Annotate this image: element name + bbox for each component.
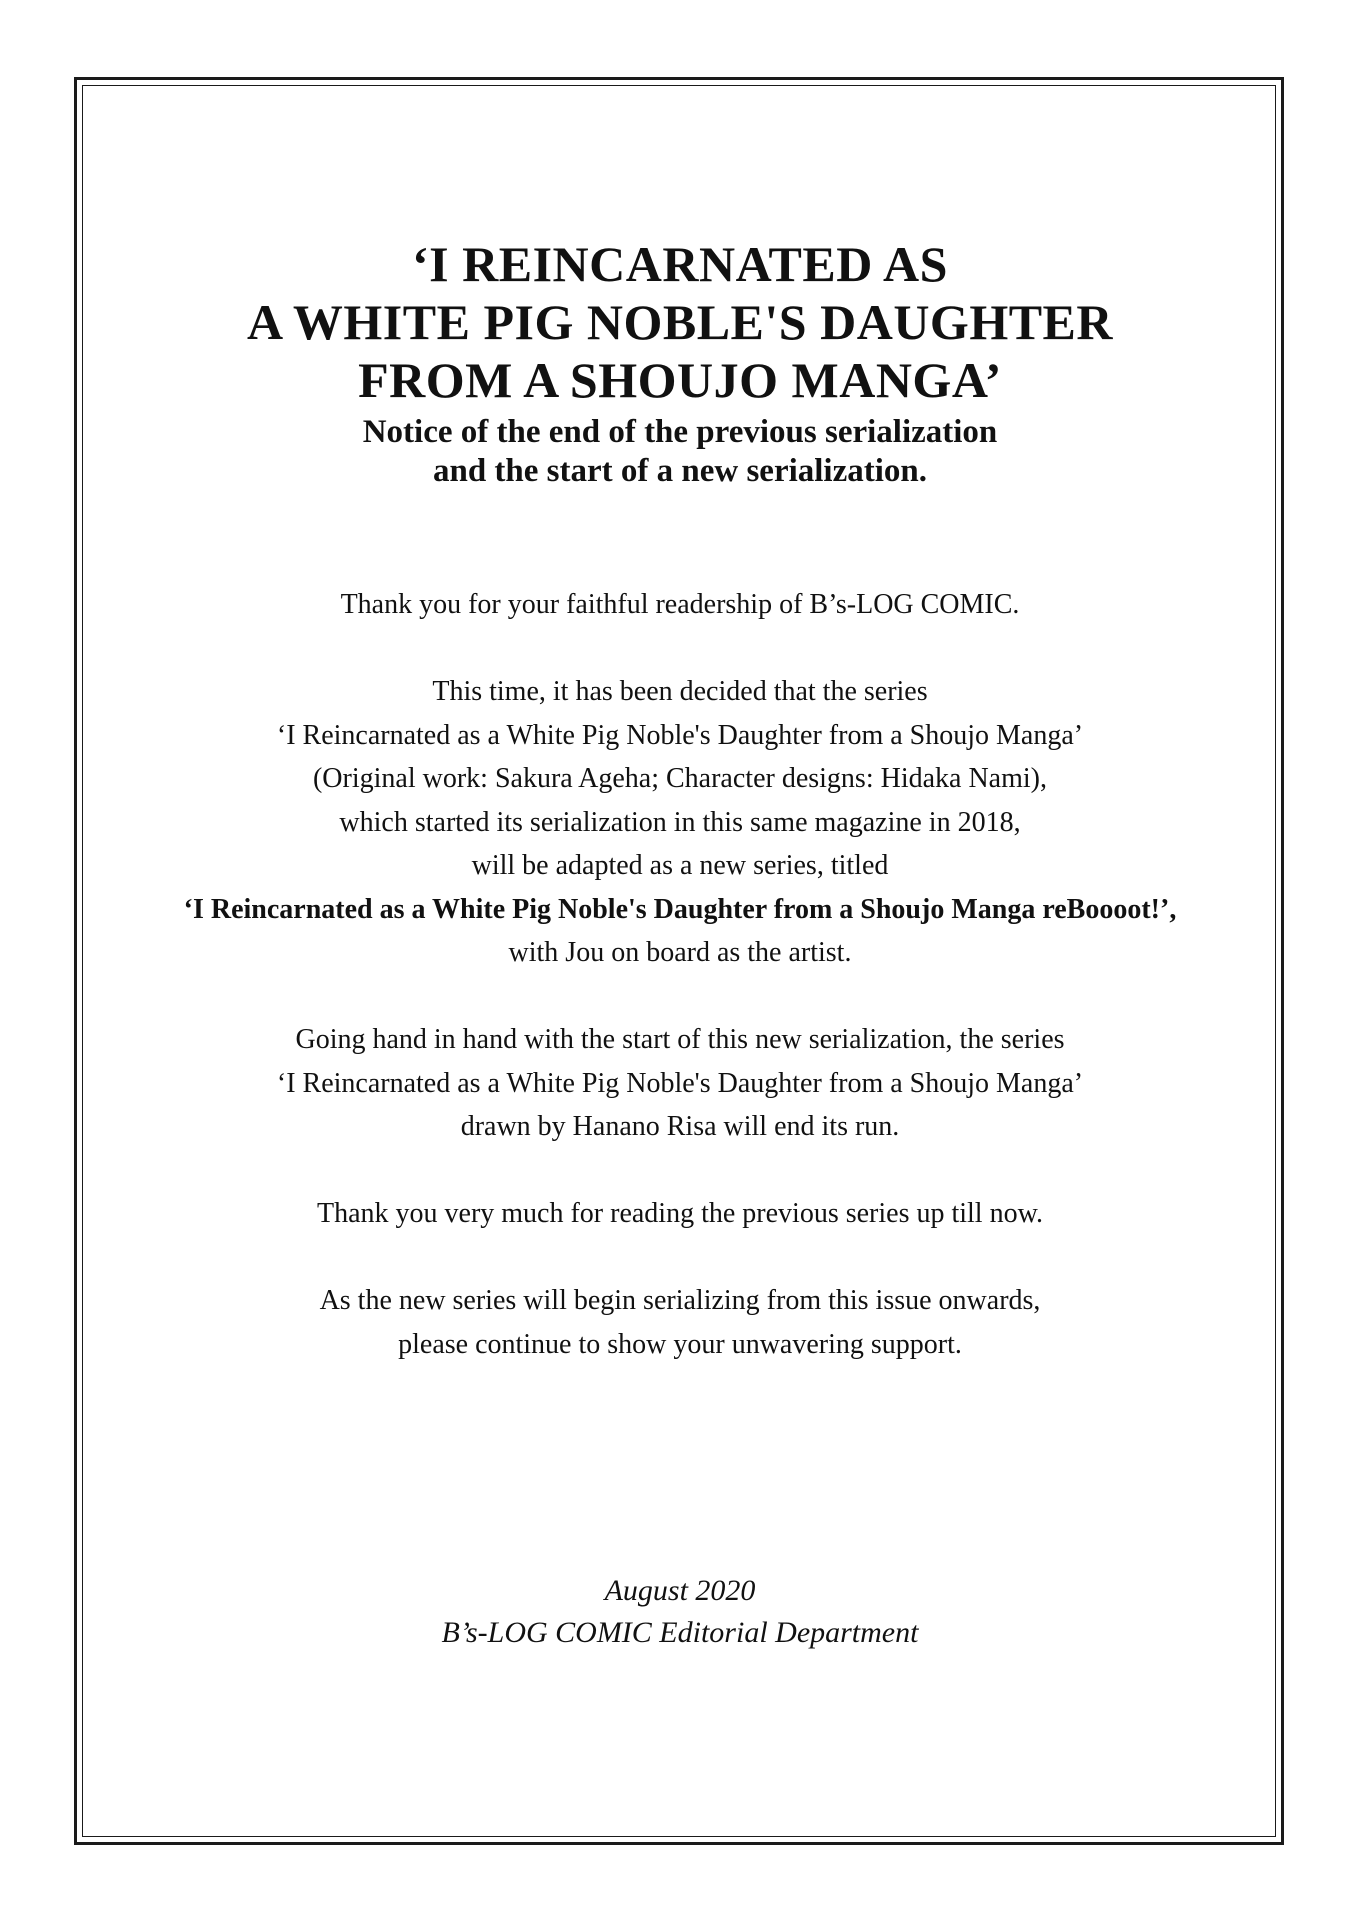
paragraph-support xyxy=(90,1279,1270,1366)
text-line: Thank you for your faithful readership of B’s-LOG COMIC. xyxy=(340,589,1020,620)
signature-date: August 2020 xyxy=(604,1574,756,1607)
new-series-title-text: ‘I Reincarnated as a White Pig Noble's Daughter from a Shoujo Manga reBoooot!’, xyxy=(183,893,1177,925)
notice-body xyxy=(90,583,1270,1410)
subtitle-line: and the start of a new serialization. xyxy=(432,453,928,489)
text-line: please continue to show your unwavering support. xyxy=(398,1328,962,1360)
signature-block xyxy=(90,1570,1270,1654)
notice-title xyxy=(90,235,1270,409)
text-line: with Jou on board as the artist. xyxy=(508,937,852,968)
text-line: which started its serialization in this same magazine in 2018, xyxy=(339,806,1021,838)
text-line: (Original work: Sakura Ageha; Character designs: Hidaka Nami), xyxy=(312,763,1047,794)
text-line: ‘I Reincarnated as a White Pig Noble's Daughter from a Shoujo Manga’ xyxy=(276,1067,1084,1099)
paragraph-thanks xyxy=(90,583,1270,627)
title-line: FROM A SHOUJO MANGA’ xyxy=(358,352,1002,408)
text-line: As the new series will begin serializing from this issue onwards, xyxy=(319,1285,1041,1316)
text-line: will be adapted as a new series, titled xyxy=(471,850,889,881)
notice-content xyxy=(90,85,1270,1825)
text-line: ‘I Reincarnated as a White Pig Noble's Daughter from a Shoujo Manga’ xyxy=(276,719,1084,751)
paragraph-gratitude xyxy=(90,1192,1270,1236)
title-line: A WHITE PIG NOBLE'S DAUGHTER xyxy=(246,294,1114,350)
text-line: This time, it has been decided that the series xyxy=(432,676,928,707)
text-line: Thank you very much for reading the previous series up till now. xyxy=(316,1198,1043,1229)
new-series-title xyxy=(90,888,1270,932)
text-line: Going hand in hand with the start of this new serialization, the series xyxy=(295,1024,1065,1055)
text-line: drawn by Hanano Risa will end its run. xyxy=(460,1111,900,1142)
signature-department: B’s-LOG COMIC Editorial Department xyxy=(441,1616,919,1649)
title-line: ‘I REINCARNATED AS xyxy=(412,236,948,292)
paragraph-ending xyxy=(90,1018,1270,1149)
notice-subtitle xyxy=(90,413,1270,491)
paragraph-announcement xyxy=(90,670,1270,975)
subtitle-line: Notice of the end of the previous serialization xyxy=(362,414,998,450)
